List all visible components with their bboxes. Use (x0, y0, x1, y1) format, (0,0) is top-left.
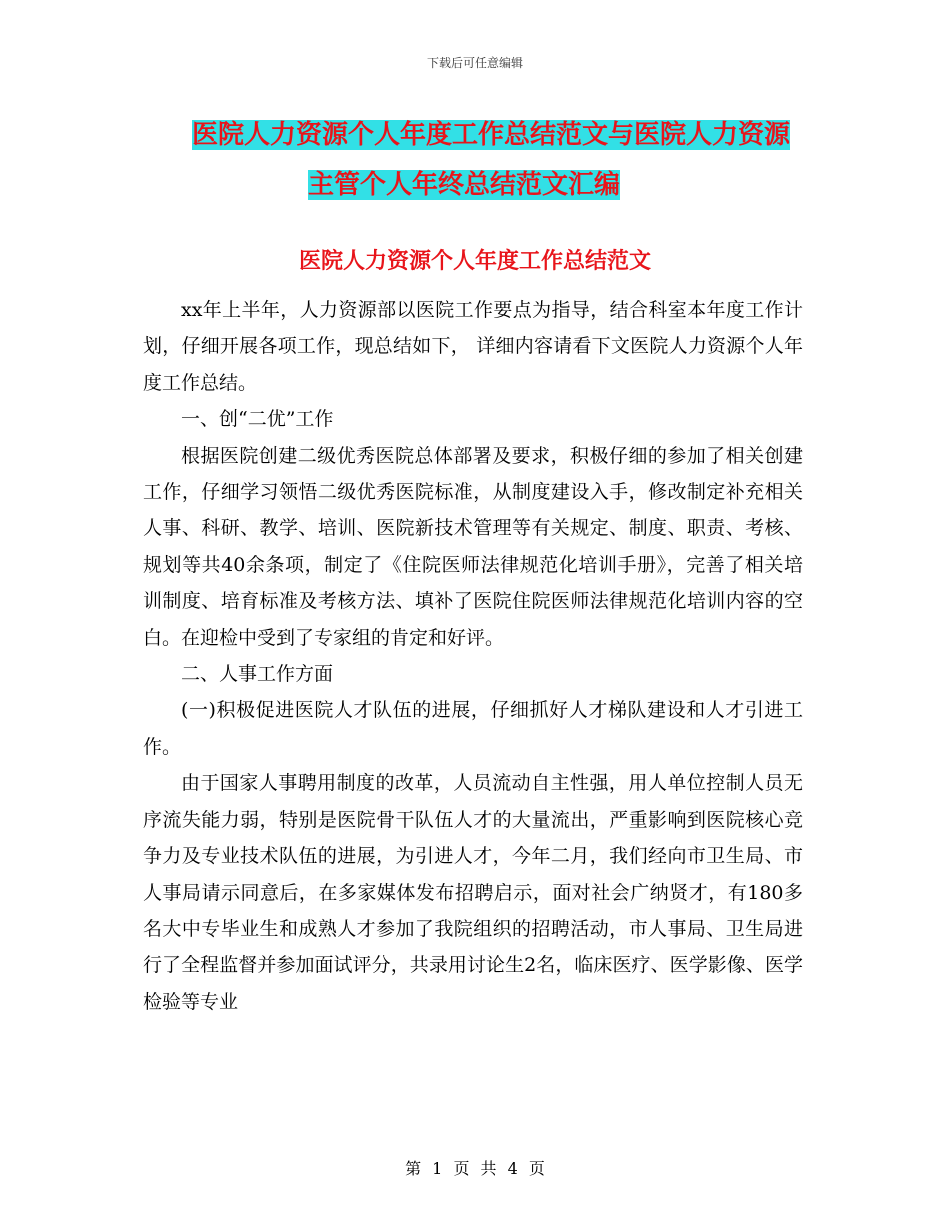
title-line-2: 主管个人年终总结范文汇编 (308, 170, 621, 200)
heading-paragraph: 一、创“二优”工作 (181, 408, 334, 431)
title-line-1: 医院人力资源个人年度工作总结范文与医院人力资源 (192, 120, 791, 150)
paragraph: 根据医院创建二级优秀医院总体部署及要求，积极仔细的参加了相关创建工作，仔细学习领悟二级优秀医院标准，从制度建设入手，修改制定补充相关人事、科研、教学、培训、医院新技术管理等有关规定、制度、职责、考核、规划等共40余条项，制定了《住院医师法律规范化培训手册》，完善了相关培训制度、培育标准及考核方法、填补了医院住院医师法律规范化培训内容的空白。在迎检中受到了专家组的肯定和好评。 (143, 444, 803, 649)
document-body (143, 292, 803, 1020)
document-title (140, 110, 840, 210)
paragraph: 由于国家人事聘用制度的改革，人员流动自主性强，用人单位控制人员无序流失能力弱，特别是医院骨干队伍人才的大量流出，严重影响到医院核心竞争力及专业技术队伍的进展，为引进人才，今年二月，我们经向市卫生局、市人事局请示同意后，在多家媒体发布招聘启示，面对社会广纳贤才，有180多名大中专毕业生和成熟人才参加了我院组织的招聘活动，市人事局、卫生局进行了全程监督并参加面试评分，共录用讨论生2名，临床医疗、医学影像、医学检验等专业 (143, 772, 803, 1013)
section-title: 医院人力资源个人年度工作总结范文 (298, 249, 651, 274)
paragraph: xx年上半年，人力资源部以医院工作要点为指导，结合科室本年度工作计划，仔细开展各项工作，现总结如下， 详细内容请看下文医院人力资源个人年度工作总结。 (143, 299, 803, 394)
paragraph: (一)积极促进医院人才队伍的进展，仔细抓好人才梯队建设和人才引进工作。 (143, 699, 803, 758)
header-note: 下载后可任意编辑 (426, 56, 523, 70)
heading-paragraph: 二、人事工作方面 (181, 663, 334, 686)
page-footer: 第 1 页 共 4 页 (405, 1159, 545, 1178)
